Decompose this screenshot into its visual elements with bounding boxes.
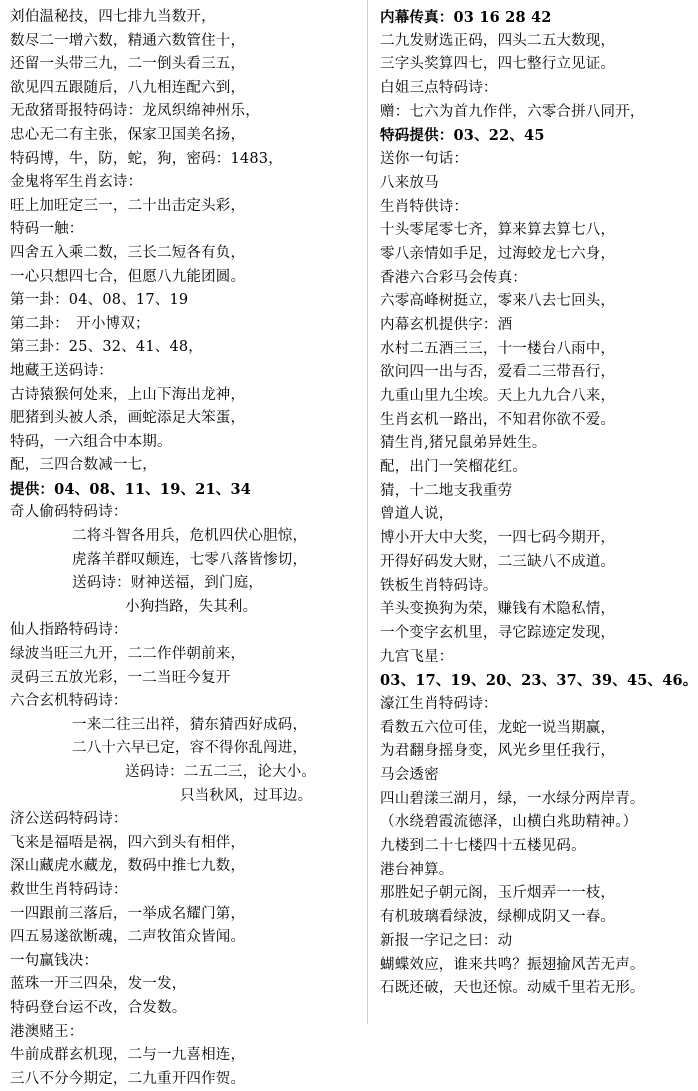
left-text-line: 第三卦：25、32、41、48，: [10, 339, 204, 356]
right-text-line: 欲问四一出与否，爱看二三带吾行，: [380, 364, 616, 381]
right-text-line: 蝴蝶效应，谁来共鸣？振翅揄风苦无声。: [380, 956, 645, 973]
right-text-line: 03、17、19、20、23、37、39、45、46。: [380, 672, 698, 690]
right-text-line: 九重山里九尘埃。天上九九合八来，: [380, 388, 616, 404]
left-text-line: 数尽二一增六数，精通六数管住十，: [10, 32, 246, 49]
right-text-line: 特码提供：03、22、45: [380, 127, 545, 145]
left-text-line: 飞来是福唔是祸，四六到头有相伴，: [10, 834, 246, 851]
left-text-line: 第一卦：04、08、17、19: [10, 292, 189, 309]
right-text-line: 羊头变换狗为荣，赚钱有术隐私情，: [380, 601, 616, 618]
left-text-line: 小狗挡路，失其利。: [125, 598, 258, 615]
right-text-line: 为君翻身摇身变，风光乡里任我行，: [380, 743, 616, 760]
left-text-line: 无敌猪哥报特码诗：龙凤织绵神州乐，: [10, 103, 260, 120]
left-column: [10, 6, 360, 1091]
right-text-line: 博小开大中大奖，一四七码今期开，: [380, 530, 616, 547]
right-text-line: 内幕玄机提供字：酒: [380, 316, 513, 333]
right-text-line: 一个变字玄机里，寻它踪迹定发现，: [380, 624, 616, 641]
right-text-line: 香港六合彩马会传真：: [380, 269, 527, 286]
left-text-line: 虎落羊群叹颠连，七零八落皆惨切，: [72, 551, 308, 568]
right-text-line: 生肖玄机一路出，不知君你欲不爱。: [380, 411, 616, 428]
right-text-line: （水绕碧霞流德泽，山横白兆助精神。）: [380, 814, 638, 831]
right-text-line: 那胜妃子朝元阁，玉斤烟弄一一枝，: [380, 885, 616, 902]
left-text-line: 四五易遂欲断魂，二声牧笛众皆闻。: [10, 929, 246, 946]
left-text-line: 特码登台运不改，合发数。: [10, 999, 187, 1016]
left-text-line: 奇人偷码特码诗：: [10, 504, 128, 521]
left-text-line: 一句赢钱决：: [10, 952, 99, 969]
right-text-line: 开得好码发大财，二三缺八不成道。: [380, 553, 616, 570]
right-text-line: 马会透密: [380, 767, 439, 783]
right-text-line: 新报一字记之曰：动: [380, 932, 513, 949]
right-text-line: 赠：七六为首九作伴，六零合拼八同开，: [380, 103, 645, 120]
left-text-line: 绿波当旺三九开，二二作伴朝前来，: [10, 646, 246, 663]
right-text-line: 八来放马: [380, 174, 439, 191]
left-text-line: 特码一触：: [10, 221, 84, 238]
right-text-line: 猜生肖,猪兄鼠弟异姓生。: [380, 435, 547, 452]
left-text-line: 灵码三五放光彩，一二当旺今复开: [10, 669, 231, 686]
left-text-line: 仙人指路特码诗：: [10, 622, 128, 639]
right-text-line: 水村二五酒三三，十一楼台八雨中，: [380, 340, 616, 357]
right-text-line: 铁板生肖特码诗。: [380, 577, 498, 594]
right-text-line: 内幕传真：03 16 28 42: [380, 9, 552, 26]
left-text-line: 第二卦： 开小博双；: [10, 315, 150, 332]
right-text-line: 零八亲情如手足，过海蛟龙七六身，: [380, 245, 616, 262]
left-text-line: 港澳赌王：: [10, 1023, 84, 1040]
right-text-line: 六零高峰树挺立，零来八去七回头，: [380, 293, 616, 310]
left-text-line: 六合玄机特码诗：: [10, 693, 128, 710]
left-text-line: 二将斗智各用兵，危机四伏心胆惊，: [72, 528, 308, 545]
left-text-line: 送码诗：财神送福，到门庭，: [72, 575, 264, 592]
left-text-line: 地藏王送码诗：: [10, 362, 113, 379]
left-text-line: 蓝珠一开三四朵，发一发，: [10, 976, 187, 993]
right-text-line: 三字头奖算四七，四七整行立见证。: [380, 56, 616, 73]
left-text-line: 特码，一六组合中本期。: [10, 433, 172, 450]
left-text-line: 深山藏虎水藏龙，数码中推七九数，: [10, 858, 246, 875]
right-text-line: 二九发财选正码，四头二五大数现，: [380, 32, 616, 49]
left-text-line: 欲见四五跟随后，八九相连配六到，: [10, 79, 246, 96]
left-text-line: 忠心无二有主张，保家卫国美名扬，: [10, 126, 246, 143]
left-text-line: 牛前成群玄机现，二与一九喜相连，: [10, 1047, 246, 1064]
left-text-line: 一来二往三出祥，猜东猜西好成码，: [72, 716, 308, 733]
right-text-line: 港台神算。: [380, 861, 454, 878]
right-text-line: 生肖特供诗：: [380, 198, 469, 215]
left-text-line: 古诗猿猴何处来，上山下海出龙神，: [10, 386, 246, 403]
left-text-line: 金鬼将军生肖玄诗：: [10, 174, 143, 191]
left-text-line: 旺上加旺定三一，二十出击定头彩，: [10, 197, 246, 214]
left-text-line: 一四跟前三落后，一举成名耀门第，: [10, 905, 246, 922]
right-text-line: 十头零尾零七齐，算来算去算七八，: [380, 222, 616, 239]
left-text-line: 四舍五入乘二数，三长二短各有负，: [10, 244, 246, 261]
right-text-line: 石既还破，天也还惊。动威千里若无形。: [380, 980, 645, 997]
left-text-line: 送码诗：二五二三，论大小。: [125, 764, 317, 780]
left-text-line: 一心只想四七合，但愿八九能团圆。: [10, 268, 246, 285]
left-text-line: 提供：04、08、11、19、21、34: [10, 480, 252, 498]
left-text-line: 济公送码特码诗：: [10, 811, 128, 828]
left-text-line: 刘伯温秘技，四七排九当数开，: [10, 9, 216, 25]
right-text-line: 四山碧漾三湖月，绿，一水绿分两岸青。: [380, 790, 645, 807]
right-text-line: 有机玻璃看绿波，绿柳成阴又一春。: [380, 909, 616, 926]
left-text-line: 二八十六早已定，容不得你乱闯进，: [72, 740, 308, 757]
right-text-line: 九宫飞星：: [380, 648, 454, 665]
left-text-line: 肥猪到头被人杀，画蛇添足大笨蛋，: [10, 410, 246, 427]
left-text-line: 救世生肖特码诗：: [10, 881, 128, 898]
left-text-line: 还留一头带三九，二一倒头看三五，: [10, 56, 246, 73]
right-text-line: 配，出门一笑榴花红。: [380, 459, 527, 476]
left-text-line: 配，三四合数减一七，: [10, 457, 157, 474]
right-text-line: 送你一句话：: [380, 151, 469, 168]
column-divider: [367, 0, 368, 1024]
right-text-line: 曾道人说，: [380, 506, 454, 523]
left-text-line: 三八不分今期定，二九重开四作贺。: [10, 1070, 246, 1087]
right-text-line: 看数五六位可佳，龙蛇一说当期赢，: [380, 719, 616, 736]
right-column: [380, 6, 698, 1001]
right-text-line: 濠江生肖特码诗：: [380, 695, 498, 712]
right-text-line: 猜，十二地支我重劳: [380, 482, 513, 499]
right-text-line: 白姐三点特码诗：: [380, 80, 498, 97]
left-text-line: 只当秋风，过耳边。: [180, 787, 313, 804]
left-text-line: 特码博，牛，防，蛇，狗，密码：1483，: [10, 150, 283, 167]
right-text-line: 九楼到二十七楼四十五楼见码。: [380, 838, 586, 855]
